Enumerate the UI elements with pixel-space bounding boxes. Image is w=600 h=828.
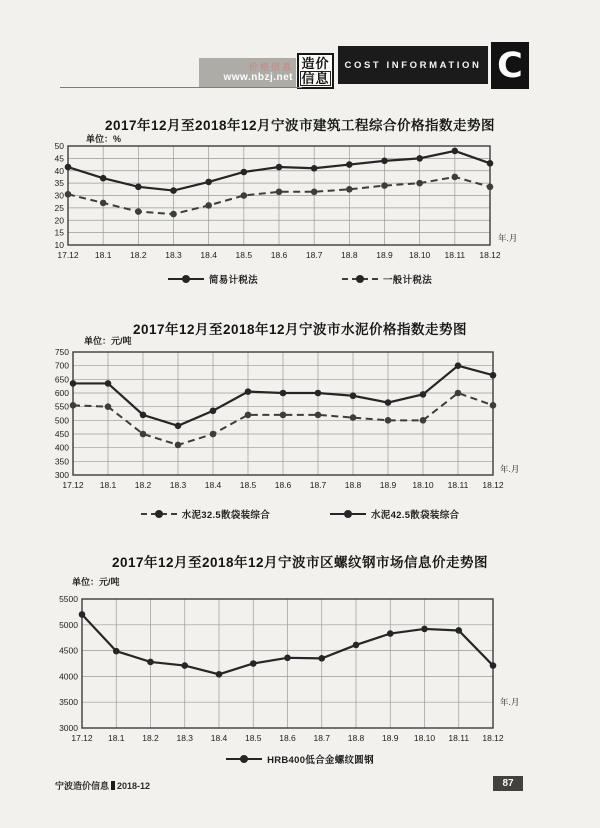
svg-text:18.1: 18.1 — [99, 480, 117, 490]
solid-line-marker-icon — [226, 755, 262, 764]
svg-text:5000: 5000 — [59, 619, 78, 630]
banner-title: COST INFORMATION — [344, 59, 482, 71]
svg-text:18.6: 18.6 — [274, 480, 292, 490]
svg-text:17.12: 17.12 — [62, 480, 84, 490]
chart2-legend — [40, 507, 560, 521]
section-letter-box — [491, 42, 529, 89]
svg-text:18.11: 18.11 — [444, 250, 466, 260]
svg-text:700: 700 — [54, 360, 69, 371]
svg-text:18.10: 18.10 — [412, 480, 434, 490]
svg-text:18.7: 18.7 — [313, 733, 331, 743]
svg-text:18.11: 18.11 — [447, 480, 469, 490]
legend-label: 水泥32.5散袋装综合 — [181, 510, 270, 521]
svg-text:4000: 4000 — [59, 671, 78, 682]
dashed-line-marker-icon — [141, 510, 177, 519]
svg-text:35: 35 — [54, 178, 64, 189]
svg-text:18.2: 18.2 — [130, 250, 147, 260]
chart1-title: 2017年12月至2018年12月宁波市建筑工程综合价格指数走势图 — [104, 118, 496, 133]
footer-separator-icon — [111, 781, 115, 790]
svg-text:18.3: 18.3 — [165, 250, 182, 260]
cost-information-banner — [338, 46, 488, 84]
chart2-title: 2017年12月至2018年12月宁波市水泥价格指数走势图 — [132, 322, 468, 337]
legend-item — [168, 272, 258, 286]
svg-text:18.4: 18.4 — [204, 480, 222, 490]
svg-text:750: 750 — [54, 347, 69, 357]
svg-text:18.2: 18.2 — [142, 733, 159, 743]
svg-text:300: 300 — [54, 470, 69, 480]
construction-index-line-chart — [40, 140, 560, 264]
svg-text:18.8: 18.8 — [347, 733, 365, 743]
svg-text:20: 20 — [54, 215, 64, 226]
dashed-line-marker-icon — [342, 275, 378, 284]
svg-text:18.10: 18.10 — [413, 733, 436, 743]
svg-text:5500: 5500 — [59, 594, 78, 604]
chart3-legend — [40, 752, 560, 766]
svg-text:18.9: 18.9 — [376, 250, 393, 260]
svg-text:17.12: 17.12 — [57, 250, 79, 260]
watermark-url: www.nbzj.net — [223, 72, 293, 84]
chart1-legend — [40, 272, 560, 286]
svg-text:18.7: 18.7 — [309, 480, 327, 490]
legend-label: 一般计税法 — [383, 275, 433, 286]
svg-text:3000: 3000 — [59, 723, 78, 733]
svg-text:10: 10 — [54, 240, 64, 250]
svg-text:18.11: 18.11 — [448, 733, 470, 743]
svg-text:550: 550 — [54, 401, 69, 412]
watermark-text: 价格信息 — [248, 61, 293, 72]
svg-text:18.6: 18.6 — [270, 250, 288, 260]
rebar-price-line-chart — [40, 595, 560, 749]
svg-text:18.5: 18.5 — [244, 733, 262, 743]
svg-text:50: 50 — [54, 141, 64, 151]
cement-price-line-chart — [40, 348, 560, 498]
svg-text:18.9: 18.9 — [381, 733, 399, 743]
chart2-unit-label: 单位：元/吨 — [84, 336, 132, 346]
legend-label: HRB400低合金螺纹圆钢 — [267, 755, 374, 766]
svg-text:40: 40 — [54, 165, 64, 176]
svg-text:年.月: 年.月 — [500, 697, 520, 707]
svg-text:45: 45 — [54, 153, 64, 164]
svg-text:350: 350 — [54, 456, 69, 467]
svg-text:17.12: 17.12 — [71, 733, 93, 743]
svg-text:18.1: 18.1 — [107, 733, 125, 743]
zaojia-xinxi-logo — [297, 53, 334, 89]
legend-label: 简易计税法 — [208, 275, 258, 286]
svg-text:18.5: 18.5 — [235, 250, 253, 260]
svg-text:30: 30 — [54, 190, 64, 201]
svg-text:18.12: 18.12 — [482, 480, 504, 490]
svg-text:25: 25 — [54, 202, 64, 213]
svg-text:3500: 3500 — [59, 697, 78, 708]
svg-text:4500: 4500 — [59, 645, 78, 656]
svg-text:18.12: 18.12 — [482, 733, 504, 743]
svg-text:18.6: 18.6 — [279, 733, 296, 743]
svg-text:18.9: 18.9 — [379, 480, 397, 490]
svg-text:18.5: 18.5 — [239, 480, 257, 490]
svg-text:15: 15 — [54, 227, 64, 238]
section-letter: C — [497, 45, 523, 86]
chart3-title: 2017年12月至2018年12月宁波市区螺纹钢市场信息价走势图 — [111, 555, 489, 570]
journal-name: 宁波造价信息 — [55, 781, 110, 791]
svg-text:18.8: 18.8 — [344, 480, 362, 490]
page-number-badge: 87 — [493, 776, 523, 791]
svg-text:18.4: 18.4 — [200, 250, 217, 260]
svg-text:400: 400 — [54, 442, 69, 453]
legend-item — [342, 272, 432, 286]
svg-text:年.月: 年.月 — [500, 464, 520, 474]
legend-item — [330, 507, 459, 521]
legend-item — [141, 507, 270, 521]
svg-text:18.8: 18.8 — [341, 250, 358, 260]
svg-text:18.7: 18.7 — [305, 250, 323, 260]
solid-line-marker-icon — [168, 275, 204, 284]
legend-item — [226, 752, 374, 766]
svg-text:450: 450 — [54, 429, 69, 439]
solid-line-marker-icon — [330, 510, 366, 519]
chart3-unit-label: 单位：元/吨 — [72, 577, 120, 587]
site-watermark — [199, 58, 296, 88]
logo-line2: 信息 — [301, 70, 330, 86]
logo-line1: 造价 — [301, 55, 330, 71]
header-divider — [60, 87, 302, 88]
svg-text:18.2: 18.2 — [134, 480, 152, 490]
svg-text:18.3: 18.3 — [176, 733, 194, 743]
issue-number: 2018-12 — [117, 780, 151, 791]
legend-label: 水泥42.5散袋装综合 — [371, 510, 460, 521]
svg-text:650: 650 — [54, 374, 69, 385]
svg-text:18.12: 18.12 — [479, 250, 501, 260]
svg-text:18.3: 18.3 — [169, 480, 187, 490]
svg-text:18.4: 18.4 — [210, 733, 228, 743]
svg-text:500: 500 — [54, 415, 69, 426]
footer-journal-info — [55, 779, 150, 792]
svg-text:年.月: 年.月 — [498, 233, 518, 243]
svg-text:18.10: 18.10 — [409, 250, 431, 260]
svg-text:18.1: 18.1 — [94, 250, 112, 260]
svg-text:600: 600 — [54, 388, 69, 398]
chart1-unit-label: 单位：% — [86, 134, 122, 144]
